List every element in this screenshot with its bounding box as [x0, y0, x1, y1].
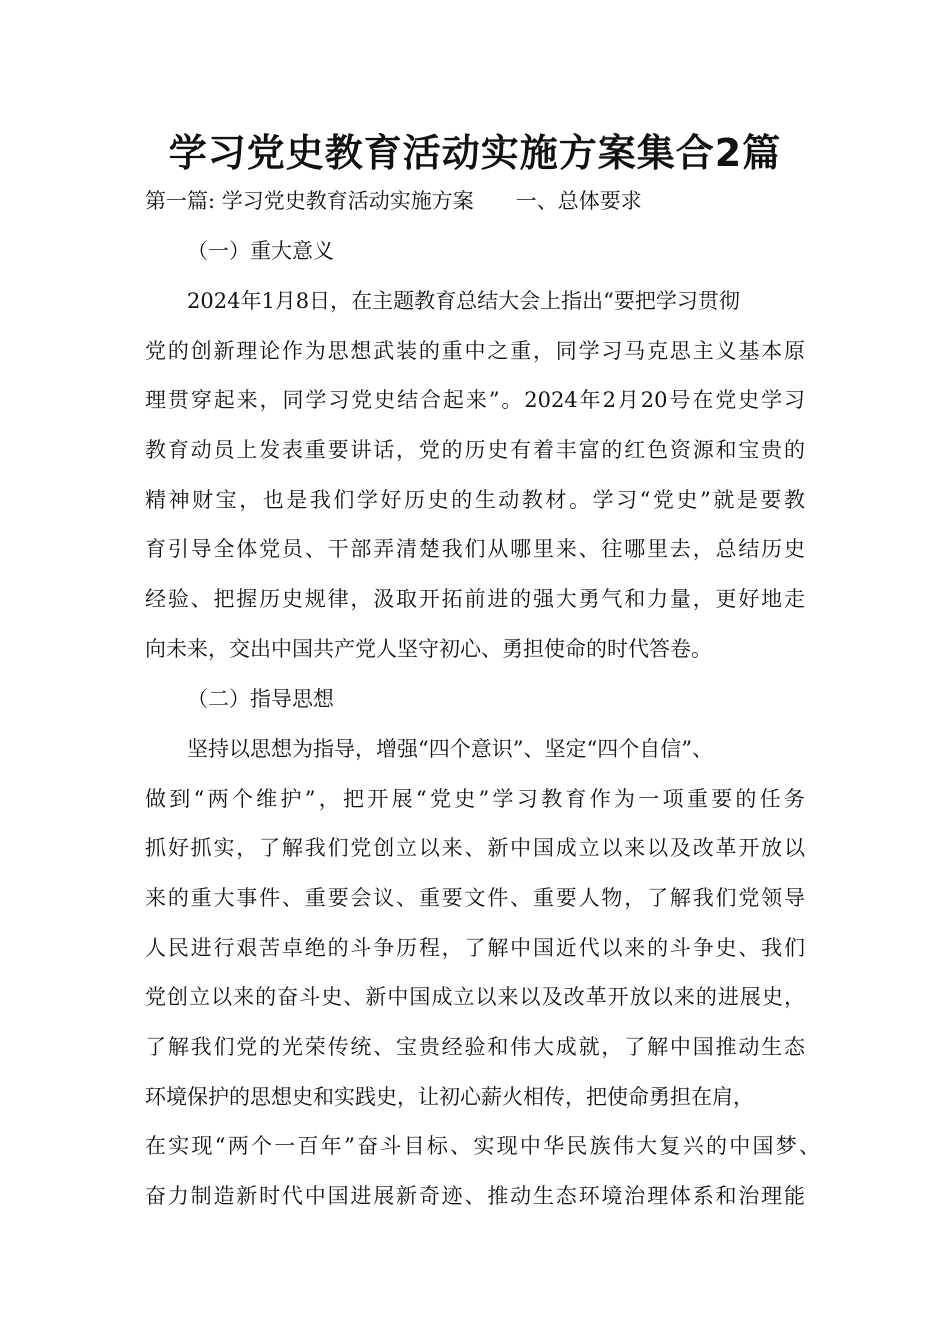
heading-significance: （一）重大意义: [187, 239, 334, 263]
paragraph-line: 精神财宝，也是我们学好历史的生动教材。学习“党史”就是要教: [145, 488, 805, 512]
paragraph-line: 坚持以思想为指导，增强“四个意识”、坚定“四个自信”、: [187, 737, 713, 761]
paragraph-line: 做到“两个维护”，把开展“党史”学习教育作为一项重要的任务: [145, 787, 805, 811]
paragraph-line: 来的重大事件、重要会议、重要文件、重要人物，了解我们党领导: [145, 886, 805, 910]
paragraph-line: 党创立以来的奋斗史、新中国成立以来以及改革开放以来的进展史，: [145, 985, 805, 1009]
paragraph-line: 环境保护的思想史和实践史，让初心薪火相传，把使命勇担在肩，: [145, 1085, 754, 1109]
paragraph-line: 育引导全体党员、干部弄清楚我们从哪里来、往哪里去，总结历史: [145, 537, 805, 561]
paragraph-line: 教育动员上发表重要讲话，党的历史有着丰富的红色资源和宝贵的: [145, 438, 805, 462]
heading-guiding-ideology: （二）指导思想: [187, 687, 334, 711]
paragraph-line: 向未来，交出中国共产党人坚守初心、勇担使命的时代答卷。: [145, 637, 712, 661]
paragraph-line: 理贯穿起来，同学习党史结合起来”。2024年2月20号在党史学习: [145, 388, 805, 412]
section-line-first-article: 第一篇: 学习党史教育活动实施方案 一、总体要求: [145, 189, 642, 213]
paragraph-line: 党的创新理论作为思想武装的重中之重，同学习马克思主义基本原: [145, 339, 805, 363]
paragraph-line: 在实现“两个一百年”奋斗目标、实现中华民族伟大复兴的中国梦、: [145, 1134, 820, 1158]
document-title: 学习党史教育活动实施方案集合2篇: [168, 131, 782, 175]
paragraph-line: 人民进行艰苦卓绝的斗争历程，了解中国近代以来的斗争史、我们: [145, 936, 805, 960]
paragraph-line: 经验、把握历史规律，汲取开拓前进的强大勇气和力量，更好地走: [145, 587, 805, 611]
paragraph-line: 抓好抓实，了解我们党创立以来、新中国成立以来以及改革开放以: [145, 836, 805, 860]
paragraph-line: 2024年1月8日，在主题教育总结大会上指出“要把学习贯彻: [187, 289, 740, 313]
paragraph-line: 了解我们党的光荣传统、宝贵经验和伟大成就，了解中国推动生态: [145, 1035, 805, 1059]
paragraph-line: 奋力制造新时代中国进展新奇迹、推动生态环境治理体系和治理能: [145, 1184, 805, 1208]
